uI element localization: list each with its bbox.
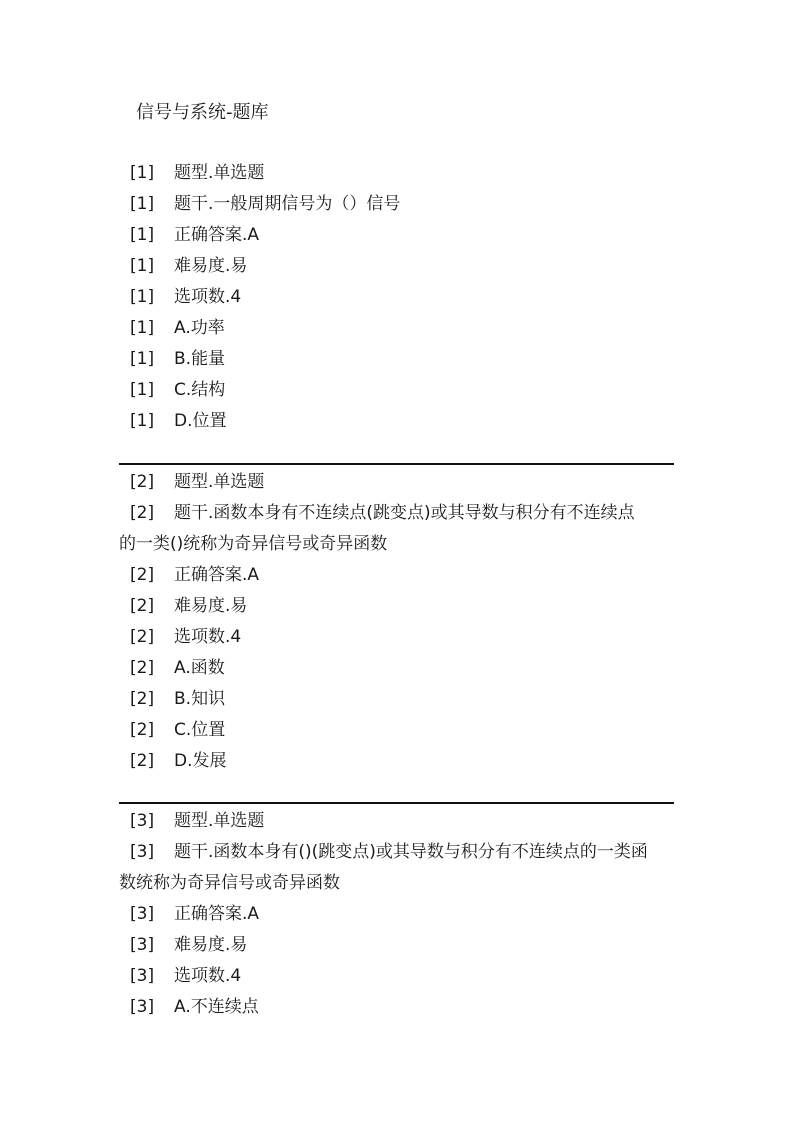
question-number: [3]	[130, 842, 155, 862]
question-difficulty: 难易度.易	[174, 935, 248, 955]
question-difficulty-line	[119, 930, 674, 961]
question-option-line	[119, 746, 674, 777]
question-divider	[119, 463, 674, 465]
question-option-count: 选项数.4	[174, 287, 242, 307]
question-stem: 题干.函数本身有不连续点(跳变点)或其导数与积分有不连续点	[174, 503, 635, 523]
question-option-line	[119, 653, 674, 684]
question-answer: 正确答案.A	[174, 904, 260, 924]
question-1	[119, 158, 674, 437]
question-number: [1]	[130, 380, 155, 400]
question-number: [3]	[130, 904, 155, 924]
question-option: D.位置	[174, 411, 227, 431]
question-option-line	[119, 406, 674, 437]
question-option-line	[119, 715, 674, 746]
question-number: [2]	[130, 751, 155, 771]
question-answer-line	[119, 560, 674, 591]
question-type: 题型.单选题	[174, 811, 265, 831]
question-option: C.结构	[174, 380, 226, 400]
question-difficulty-line	[119, 591, 674, 622]
question-number: [2]	[130, 503, 155, 523]
question-type-line	[119, 806, 674, 837]
question-3	[119, 806, 674, 1023]
question-option: A.不连续点	[174, 997, 259, 1017]
question-number: [2]	[130, 565, 155, 585]
question-option-line	[119, 344, 674, 375]
question-number: [2]	[130, 689, 155, 709]
question-option-line	[119, 684, 674, 715]
question-option-count: 选项数.4	[174, 627, 242, 647]
question-number: [3]	[130, 966, 155, 986]
question-answer-line	[119, 899, 674, 930]
question-answer-line	[119, 220, 674, 251]
question-number: [1]	[130, 318, 155, 338]
question-number: [2]	[130, 658, 155, 678]
question-number: [3]	[130, 811, 155, 831]
question-type-line	[119, 467, 674, 498]
question-answer: 正确答案.A	[174, 225, 260, 245]
question-option-line	[119, 375, 674, 406]
question-option-line	[119, 992, 674, 1023]
question-type-line	[119, 158, 674, 189]
question-number: [1]	[130, 256, 155, 276]
question-option-count: 选项数.4	[174, 966, 242, 986]
question-number: [3]	[130, 997, 155, 1017]
question-option: A.功率	[174, 318, 225, 338]
question-stem-line	[119, 498, 674, 529]
question-type: 题型.单选题	[174, 163, 265, 183]
question-number: [2]	[130, 472, 155, 492]
question-number: [1]	[130, 194, 155, 214]
question-option-count-line	[119, 622, 674, 653]
question-number: [1]	[130, 349, 155, 369]
document-title: 信号与系统-题库	[136, 102, 269, 123]
question-stem: 题干.一般周期信号为（）信号	[174, 194, 401, 214]
question-number: [1]	[130, 163, 155, 183]
question-number: [1]	[130, 411, 155, 431]
question-answer: 正确答案.A	[174, 565, 260, 585]
question-option-line	[119, 313, 674, 344]
question-difficulty: 难易度.易	[174, 596, 248, 616]
question-stem: 题干.函数本身有()(跳变点)或其导数与积分有不连续点的一类函	[174, 842, 648, 862]
question-divider	[119, 802, 674, 804]
question-2	[119, 467, 674, 777]
question-option-count-line	[119, 961, 674, 992]
question-stem-continuation: 数统称为奇异信号或奇异函数	[119, 873, 340, 893]
question-number: [1]	[130, 225, 155, 245]
question-option: D.发展	[174, 751, 227, 771]
question-stem-line	[119, 837, 674, 868]
question-option: B.能量	[174, 349, 226, 369]
question-difficulty: 难易度.易	[174, 256, 248, 276]
question-type: 题型.单选题	[174, 472, 265, 492]
question-number: [2]	[130, 720, 155, 740]
question-option-count-line	[119, 282, 674, 313]
question-number: [1]	[130, 287, 155, 307]
question-number: [3]	[130, 935, 155, 955]
question-option: A.函数	[174, 658, 225, 678]
question-option: B.知识	[174, 689, 226, 709]
question-number: [2]	[130, 596, 155, 616]
question-option: C.位置	[174, 720, 226, 740]
question-stem-continuation: 的一类()统称为奇异信号或奇异函数	[119, 534, 388, 554]
question-stem-line	[119, 189, 674, 220]
question-number: [2]	[130, 627, 155, 647]
question-difficulty-line	[119, 251, 674, 282]
